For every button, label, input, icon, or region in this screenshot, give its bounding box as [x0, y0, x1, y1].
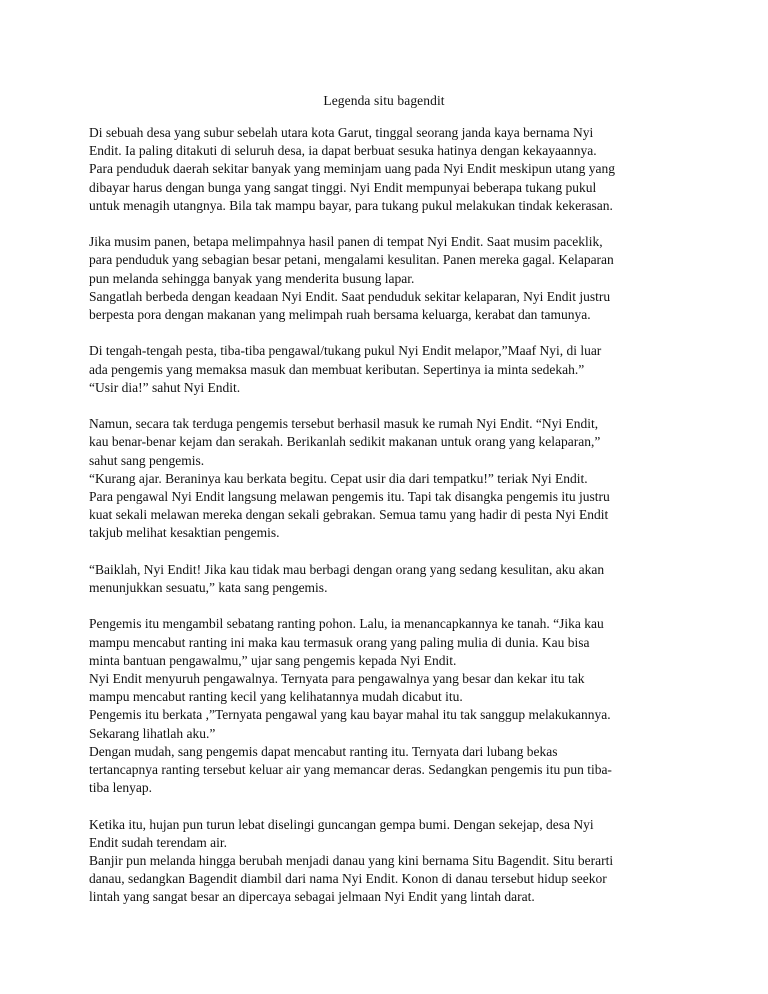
paragraph — [89, 124, 681, 215]
text-line: Endit sudah terendam air. — [89, 834, 227, 850]
text-line: Ketika itu, hujan pun turun lebat diselingi guncangan gempa bumi. Dengan sekejap, desa Nyi — [89, 816, 594, 832]
text-line: Di tengah-tengah pesta, tiba-tiba pengawal/tukang pukul Nyi Endit melapor,”Maaf Nyi, di luar — [89, 343, 602, 359]
text-line: Dengan mudah, sang pengemis dapat mencabut ranting itu. Ternyata dari lubang bekas — [89, 743, 558, 759]
document-body — [89, 124, 681, 925]
text-line: mampu mencabut ranting kecil yang kelihatannya mudah dicabut itu. — [89, 689, 463, 705]
document-title: Legenda situ bagendit — [323, 93, 445, 108]
text-line: Sekarang lihatlah aku.” — [89, 725, 216, 741]
text-line: kau benar-benar kejam dan serakah. Berikanlah sedikit makanan untuk orang yang kelaparan,” — [89, 434, 601, 450]
text-line: Endit. Ia paling ditakuti di seluruh desa, ia dapat berbuat sesuka hatinya dengan kekayaannya. — [89, 143, 597, 159]
text-line: pun melanda sehingga banyak yang menderita busung lapar. — [89, 270, 415, 286]
paragraph — [89, 561, 681, 597]
text-line: Para pengawal Nyi Endit langsung melawan pengemis itu. Tapi tak disangka pengemis itu justru — [89, 489, 610, 505]
text-line: Pengemis itu mengambil sebatang ranting pohon. Lalu, ia menancapkannya ke tanah. “Jika kau — [89, 616, 604, 632]
text-line: Pengemis itu berkata ,”Ternyata pengawal yang kau bayar mahal itu tak sanggup melakukannya. — [89, 707, 611, 723]
paragraph — [89, 415, 681, 542]
text-line: “Baiklah, Nyi Endit! Jika kau tidak mau berbagi dengan orang yang sedang kesulitan, aku akan — [89, 561, 605, 577]
text-line: ada pengemis yang memaksa masuk dan membuat keributan. Sepertinya ia minta sedekah.” — [89, 361, 585, 377]
text-line: Banjir pun melanda hingga berubah menjadi danau yang kini bernama Situ Bagendit. Situ berarti — [89, 853, 614, 869]
text-line: Nyi Endit menyuruh pengawalnya. Ternyata para pengawalnya yang besar dan kekar itu tak — [89, 671, 585, 687]
text-line: Para penduduk daerah sekitar banyak yang meminjam uang pada Nyi Endit meskipun utang yang — [89, 161, 615, 177]
text-line: takjub melihat kesaktian pengemis. — [89, 525, 280, 541]
text-line: “Kurang ajar. Beraninya kau berkata begitu. Cepat usir dia dari tempatku!” teriak Nyi Endit. — [89, 470, 588, 486]
text-line: Di sebuah desa yang subur sebelah utara kota Garut, tinggal seorang janda kaya bernama Nyi — [89, 125, 594, 140]
paragraph — [89, 615, 681, 797]
text-line: mampu mencabut ranting ini maka kau termasuk orang yang paling mulia di dunia. Kau bisa — [89, 634, 590, 650]
text-line: sahut sang pengemis. — [89, 452, 205, 468]
text-line: menunjukkan sesuatu,” kata sang pengemis. — [89, 580, 328, 596]
text-line: para penduduk yang sebagian besar petani, mengalami kesulitan. Panen mereka gagal. Kelaparan — [89, 252, 614, 268]
paragraph — [89, 342, 681, 397]
text-line: lintah yang sangat besar an dipercaya sebagai jelmaan Nyi Endit yang lintah darat. — [89, 889, 535, 905]
text-line: berpesta pora dengan makanan yang melimpah ruah bersama keluarga, kerabat dan tamunya. — [89, 307, 591, 323]
text-line: Jika musim panen, betapa melimpahnya hasil panen di tempat Nyi Endit. Saat musim paceklik, — [89, 234, 603, 250]
text-line: tiba lenyap. — [89, 780, 152, 796]
text-line: dibayar harus dengan bunga yang sangat tinggi. Nyi Endit mempunyai beberapa tukang pukul — [89, 179, 597, 195]
paragraph — [89, 233, 681, 324]
paragraph — [89, 816, 681, 907]
text-line: danau, sedangkan Bagendit diambil dari nama Nyi Endit. Konon di danau tersebut hidup seekor — [89, 871, 607, 887]
text-line: kuat sekali melawan mereka dengan sekali gebrakan. Semua tamu yang hadir di pesta Nyi Endit — [89, 507, 609, 523]
text-line: tertancapnya ranting tersebut keluar air yang memancar deras. Sedangkan pengemis itu pun tiba- — [89, 762, 612, 778]
text-line: “Usir dia!” sahut Nyi Endit. — [89, 379, 241, 395]
text-line: Namun, secara tak terduga pengemis tersebut berhasil masuk ke rumah Nyi Endit. “Nyi Endit, — [89, 416, 599, 432]
text-line: minta bantuan pengawalmu,” ujar sang pengemis kepada Nyi Endit. — [89, 652, 457, 668]
text-line: untuk menagih utangnya. Bila tak mampu bayar, para tukang pukul melakukan tindak kekerasan. — [89, 197, 613, 213]
text-line: Sangatlah berbeda dengan keadaan Nyi Endit. Saat penduduk sekitar kelaparan, Nyi Endit justru — [89, 288, 611, 304]
